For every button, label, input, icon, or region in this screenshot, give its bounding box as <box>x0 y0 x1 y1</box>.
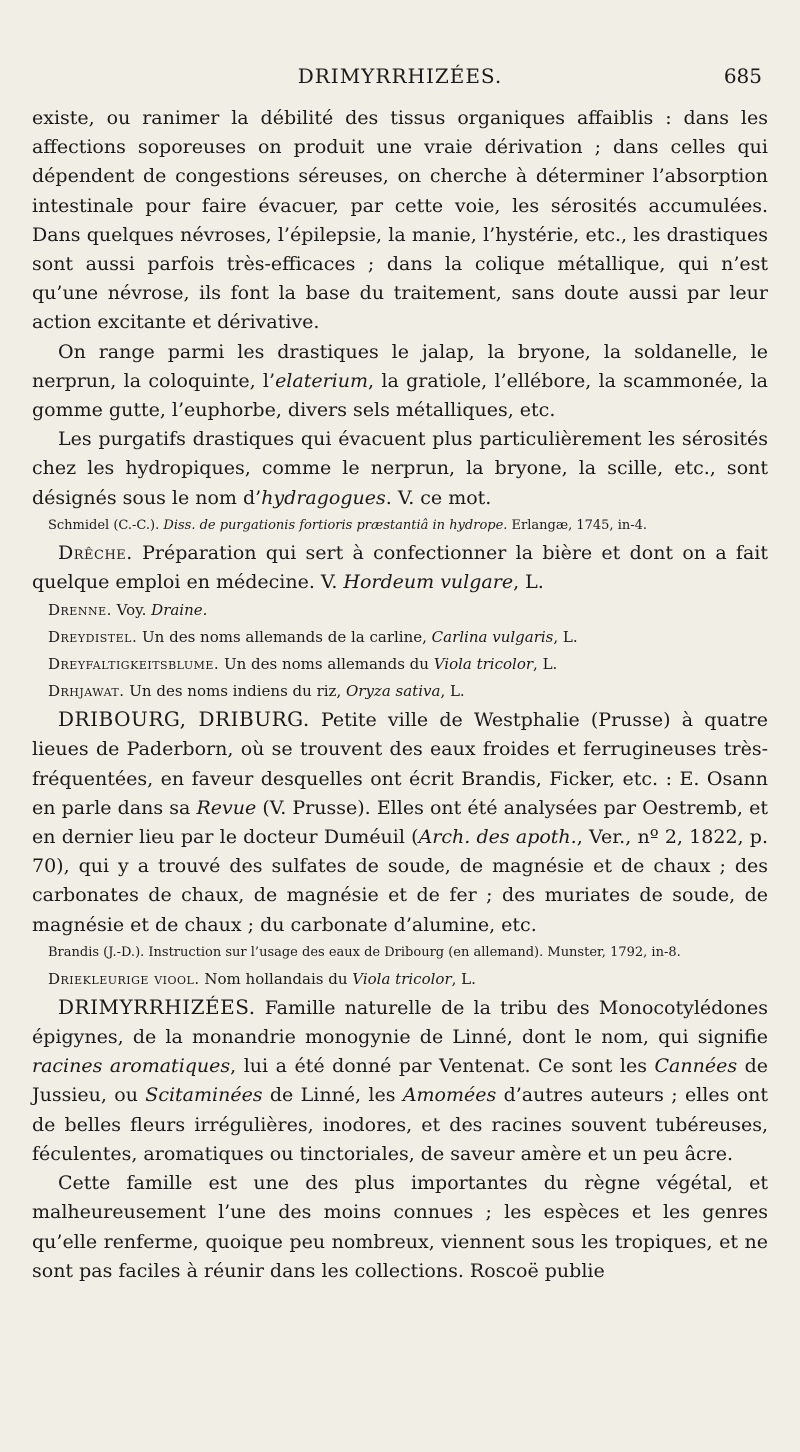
page-header <box>32 64 768 104</box>
entry-dribourg: DRIBOURG, DRIBURG. Petite ville de Westphalie (Prusse) à quatre lieues de Paderborn, où se trouvent des eaux froides et ferrugineuses très-fréquentées, en faveur desquelles ont écrit Brandis, Ficker, etc. : E. Osann en parle dans sa Revue (V. Prusse). Elles ont été analysées par Oestremb, et en dernier lieu par le docteur Duméuil (Arch. des apoth., Ver., nº 2, 1822, p. 70), qui y a trouvé des sulfates de soude, de magnésie et de chaux ; des carbonates de chaux, de magnésie et de fer ; des muriates de soude, de magnésie et de chaux ; du carbonate d’alumine, etc. <box>32 707 768 936</box>
entry-dreydistel: Dreydistel. Un des noms allemands de la carline, Carlina vulgaris, L. <box>48 628 578 647</box>
entry-dreche: Drêche. Préparation qui sert à confectionner la bière et dont on a fait quelque emploi en médecine. V. Hordeum vulgare, L. <box>32 541 768 594</box>
entry-drenne: Drenne. Voy. Draine. <box>48 601 208 620</box>
running-head: DRIMYRRHIZÉES. <box>297 64 503 88</box>
reference-schmidel: Schmidel (C.-C.). Diss. de purgationis fortioris præstantiâ in hydrope. Erlangæ, 1745, in-4. <box>48 517 648 533</box>
page-number: 685 <box>723 64 762 88</box>
paragraph-drastic-list: On range parmi les drastiques le jalap, la bryone, la soldanelle, le nerprun, la coloquinte, l’elaterium, la gratiole, l’ellébore, la scammonée, la gomme gutte, l’euphorbe, divers sels métalliques, etc. <box>32 340 768 422</box>
entry-drimyrrhizees: DRIMYRRHIZÉES. Famille naturelle de la tribu des Monocotylédones épigynes, de la monandrie monogynie de Linné, dont le nom, qui signifie racines aromatiques, lui a été donné par Ventenat. Ce sont les Cannées de Jussieu, ou Scitaminées de Linné, les Amomées d’autres auteurs ; elles ont de belles fleurs irrégulières, inodores, et des racines souvent tubéreuses, féculentes, aromatiques ou tinctoriales, de saveur amère et un peu âcre. <box>32 994 768 1165</box>
entry-dreyfaltigkeitsblume: Dreyfaltigkeitsblume. Un des noms allemands du Viola tricolor, L. <box>48 655 558 674</box>
paragraph-hydragogues: Les purgatifs drastiques qui évacuent plus particulièrement les sérosités chez les hydropiques, comme le nerprun, la bryone, la scille, etc., sont désignés sous le nom d’hydragogues. V. ce mot. <box>32 428 768 509</box>
paragraph-drastic-effects: existe, ou ranimer la débilité des tissus organiques affaiblis : dans les affections soporeuses on produit une vraie dérivation ; dans celles qui dépendent de congestions séreuses, on cherche à déterminer l’absorption intestinale pour faire évacuer, par cette voie, les sérosités accumulées. Dans quelques névroses, l’épilepsie, la manie, l’hystérie, etc., les drastiques sont aussi parfois très-efficaces ; dans la colique métallique, qui n’est qu’une névrose, ils font la base du traitement, sans doute aussi par leur action excitante et dérivative. <box>32 107 768 334</box>
entry-drhjawat: Drhjawat. Un des noms indiens du riz, Oryza sativa, L. <box>48 682 465 701</box>
paragraph-family-importance: Cette famille est une des plus importantes du règne végétal, et malheureusement l’une des moins connues ; les espèces et les genres qu’elle renferme, quoique peu nombreux, viennent sous les tropiques, et ne sont pas faciles à réunir dans les collections. Roscoë publie <box>32 1172 768 1282</box>
body-text <box>32 104 768 1286</box>
reference-brandis: Brandis (J.-D.). Instruction sur l’usage des eaux de Dribourg (en allemand). Munster, 1792, in-8. <box>48 944 681 960</box>
entry-driekleurige-viool: Driekleurige viool. Nom hollandais du Viola tricolor, L. <box>48 969 476 988</box>
